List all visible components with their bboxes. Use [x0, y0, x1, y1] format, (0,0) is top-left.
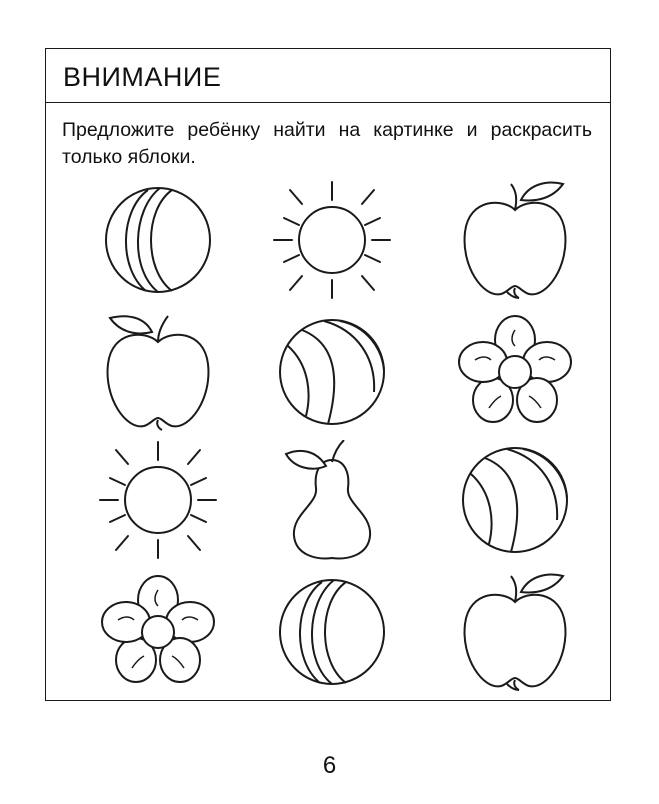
instruction-text: Предложите ребёнку найти на картинке и раскрасить только яблоки.: [62, 119, 592, 168]
header-bar: [46, 49, 610, 103]
page-title: ВНИМАНИЕ: [63, 62, 222, 92]
page-number: 6: [322, 752, 337, 779]
worksheet-frame: [45, 48, 611, 701]
